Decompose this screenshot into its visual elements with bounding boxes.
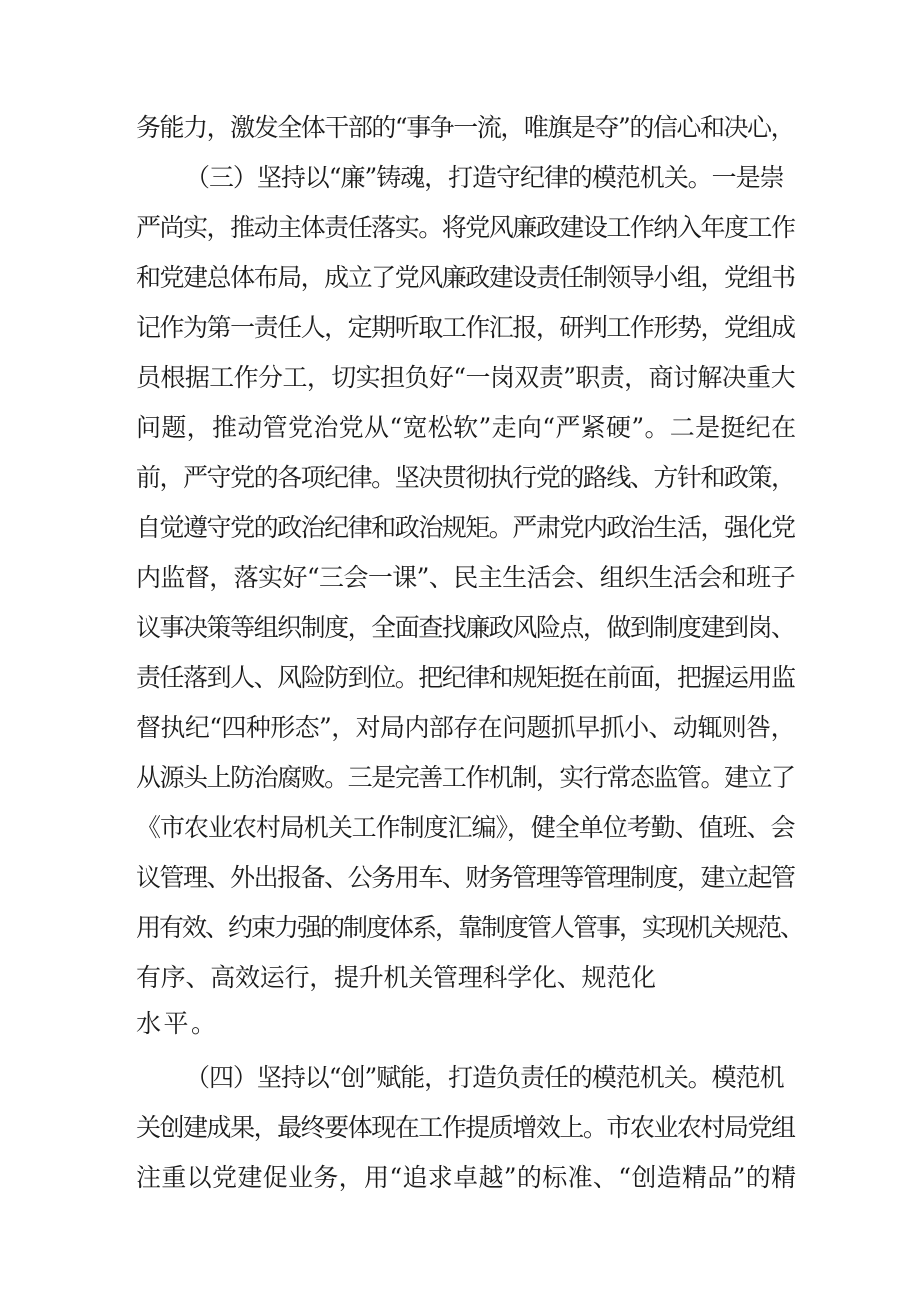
text-line: 注重以党建促业务，用“追求卓越”的标准、“创造精品”的精 bbox=[136, 1163, 797, 1192]
text-line: 水平。 bbox=[136, 1009, 219, 1038]
text-line: 记作为第一责任人，定期听取工作汇报，研判工作形势，党组成 bbox=[136, 313, 795, 342]
text-line: 内监督，落实好“三会一课”、民主生活会、组织生活会和班子 bbox=[136, 563, 795, 592]
text-line: 从源头上防治腐败。三是完善工作机制，实行常态监管。建立了 bbox=[136, 763, 795, 792]
text-line: 和党建总体布局，成立了党风廉政建设责任制领导小组，党组书 bbox=[136, 263, 795, 292]
text-line: 员根据工作分工，切实担负好“一岗双责”职责，商讨解决重大 bbox=[136, 363, 795, 392]
section-heading-4: （四）坚持以“创”赋能，打造负责任的模范机关。模范机 bbox=[185, 1063, 784, 1092]
text-line: 《市农业农村局机关工作制度汇编》，健全单位考勤、值班、会 bbox=[136, 813, 795, 842]
text-line: 有序、高效运行，提升机关管理科学化、规范化 bbox=[136, 963, 656, 992]
text-line: 严尚实，推动主体责任落实。将党风廉政建设工作纳入年度工作 bbox=[136, 213, 795, 242]
text-line: 问题，推动管党治党从“宽松软”走向“严紧硬”。二是挺纪在 bbox=[136, 413, 797, 442]
text-line: 自觉遵守党的政治纪律和政治规矩。严肃党内政治生活，强化党 bbox=[136, 513, 795, 542]
text-line: 前，严守党的各项纪律。坚决贯彻执行党的路线、方针和政策， bbox=[136, 463, 795, 492]
section-heading-3: （三）坚持以“廉”铸魂，打造守纪律的模范机关。一是崇 bbox=[185, 163, 784, 192]
text-line: 议管理、外出报备、公务用车、财务管理等管理制度，建立起管 bbox=[136, 863, 795, 892]
text-line: 责任落到人、风险防到位。把纪律和规矩挺在前面，把握运用监 bbox=[136, 663, 795, 692]
text-line: 议事决策等组织制度，全面查找廉政风险点，做到制度建到岗、 bbox=[136, 613, 795, 642]
text-line: 务能力，激发全体干部的“事争一流，唯旗是夺”的信心和决心， bbox=[136, 113, 795, 142]
text-line: 关创建成果，最终要体现在工作提质增效上。市农业农村局党组 bbox=[136, 1113, 795, 1142]
text-line: 用有效、约束力强的制度体系，靠制度管人管事，实现机关规范、 bbox=[136, 913, 804, 942]
text-line: 督执纪“四种形态”，对局内部存在问题抓早抓小、动辄则咎， bbox=[136, 713, 795, 742]
